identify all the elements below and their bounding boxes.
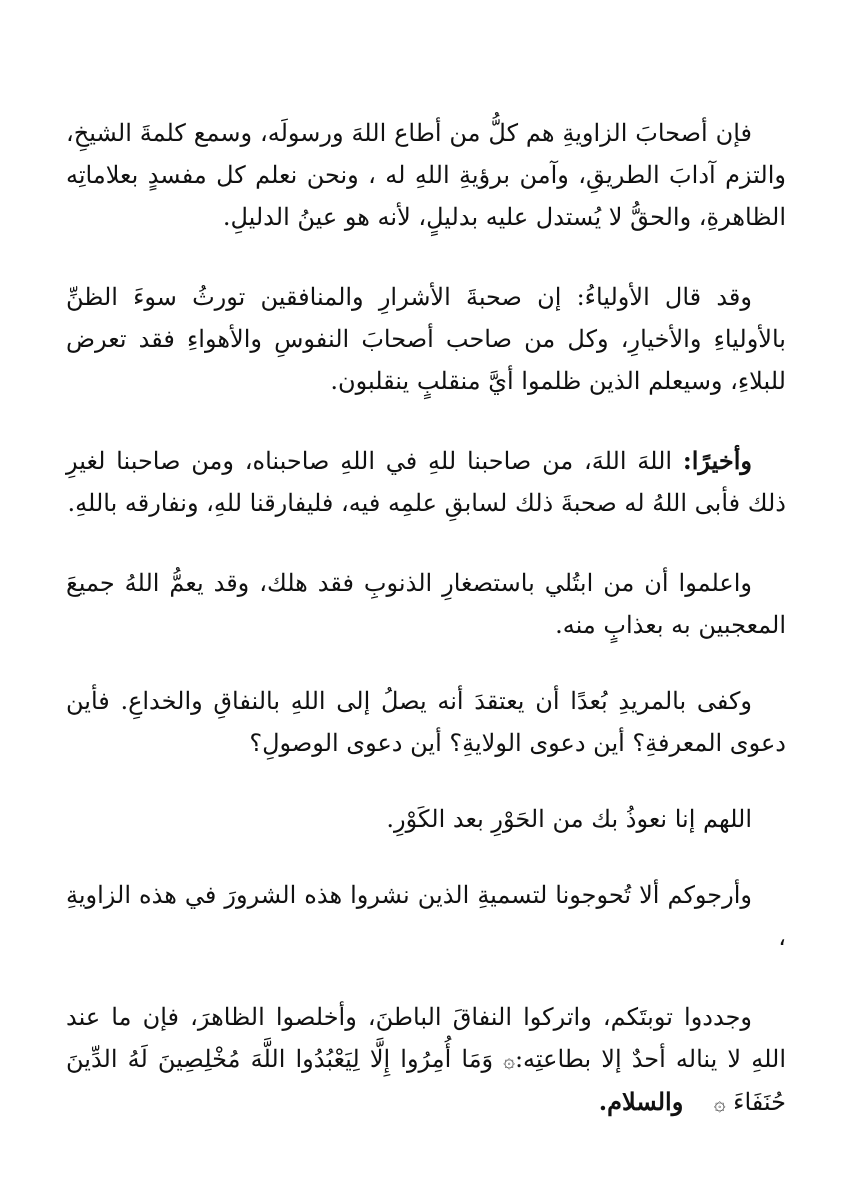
paragraph-supplication: اللهم إنا نعوذُ بك من الحَوْرِ بعد الكَوْرِ.	[386, 805, 752, 833]
paragraph-saints-said: وقد قال الأولياءُ: إن صحبةَ الأشرارِ والمنافقين تورثُ سوءَ الظنِّ بالأولياءِ والأخيارِ، وكل من صاحب أصحابَ النفوسِ والأهواءِ فقد تعرض للبلاءِ، وسيعلم الذين ظلموا أيَّ منقلبٍ ينقلبون.	[66, 283, 786, 395]
paragraph-finally	[66, 440, 786, 524]
finally-lead: وأخيرًا:	[682, 446, 752, 475]
quran-close-mark-icon: ۞	[713, 1091, 726, 1115]
document-page	[66, 112, 786, 1124]
paragraph-hypocrisy: وكفى بالمريدِ بُعدًا أن يعتقدَ أنه يصلُ إلى اللهِ بالنفاقِ والخداعِ. فأين دعوى المعرفةِ؟ أين دعوى الولايةِ؟ أين دعوى الوصولِ؟	[66, 687, 786, 757]
paragraph-plea: وأرجوكم ألا تُحوجونا لتسميةِ الذين نشروا هذه الشرورَ في هذه الزاويةِ ،	[66, 881, 786, 951]
closing-salutation: والسلام.	[598, 1087, 684, 1116]
paragraph-minor-sins: واعلموا أن من ابتُلي باستصغارِ الذنوبِ فقد هلك، وقد يعمُّ اللهُ جميعَ المعجبين به بعذابٍ منه.	[66, 569, 786, 639]
paragraph-zawiya-companions: فإن أصحابَ الزاويةِ هم كلُّ من أطاع اللهَ ورسولَه، وسمع كلمةَ الشيخِ، والتزم آدابَ الطريقِ، وآمن برؤيةِ اللهِ له ، ونحن نعلم كل مفسدٍ بعلاماتِه الظاهرةِ، والحقُّ لا يُستدل عليه بدليلٍ، لأنه هو عينُ الدليلِ.	[66, 119, 786, 231]
quran-verse: وَمَا أُمِرُوا إِلَّا لِيَعْبُدُوا اللَّهَ مُخْلِصِينَ لَهُ الدِّينَ حُنَفَاءَ	[66, 1045, 786, 1116]
quran-open-mark-icon: ۞	[503, 1048, 515, 1072]
finally-text: اللهَ اللهَ، من صاحبنا للهِ في اللهِ صاحبناه، ومن صاحبنا لغيرِ ذلك فأبى اللهُ له صحبةَ ذلك لسابقِ علمِه فيه، فليفارقنا للهِ، ونفارقه باللهِ.	[66, 447, 786, 517]
paragraph-renew-repentance	[66, 996, 786, 1124]
renew-text: وجددوا توبتَكم، واتركوا النفاقَ الباطنَ، وأخلصوا الظاهرَ، فإن ما عند اللهِ لا يناله أحدٌ إلا بطاعتِه:	[66, 1003, 786, 1073]
